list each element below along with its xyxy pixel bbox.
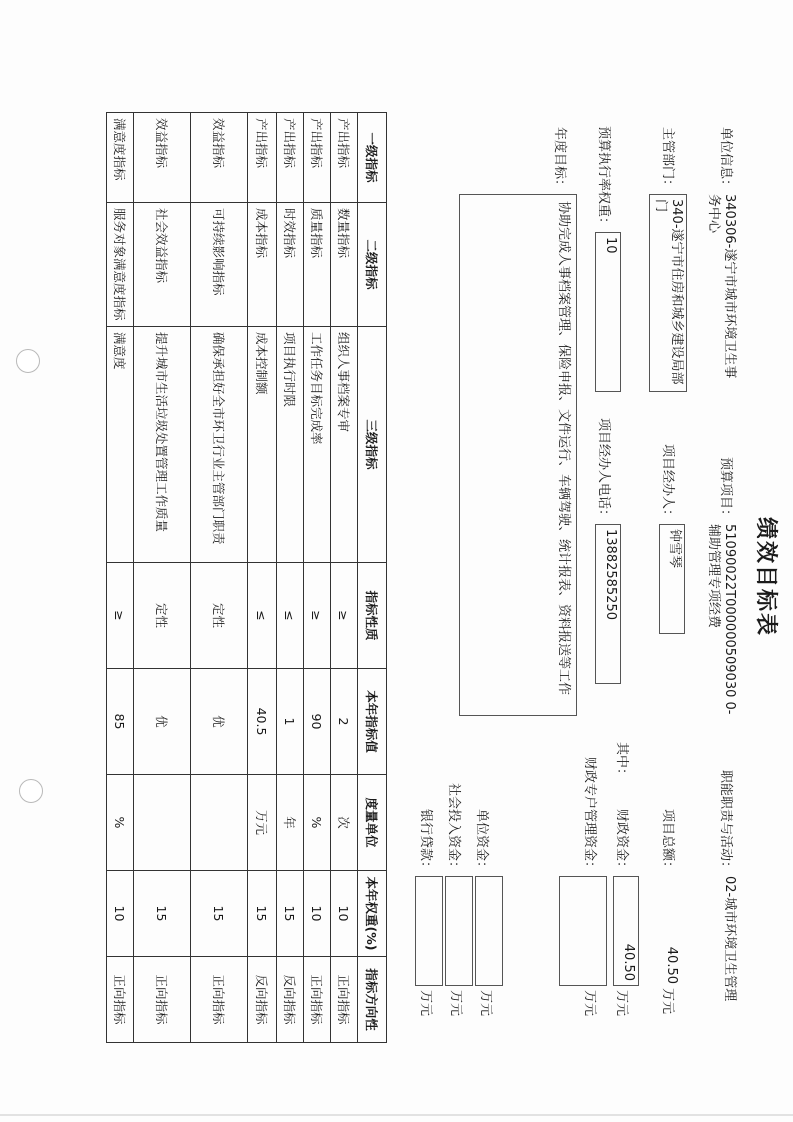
cell-unit <box>191 775 248 871</box>
cell-unit: % <box>304 775 331 871</box>
table-header-row <box>358 113 387 1043</box>
unit-info-label: 单位信息： <box>718 126 733 192</box>
cell-level3: 组织人事档案专审 <box>331 327 358 563</box>
cell-direction: 反向指标 <box>277 957 304 1043</box>
project-manager-value: 钟雪琴 <box>659 524 685 634</box>
cell-level3: 项目执行时限 <box>277 327 304 563</box>
fiscal-funds-value: 40.50 <box>613 876 639 986</box>
cell-level2: 数量指标 <box>331 203 358 327</box>
cell-direction: 正向指标 <box>304 957 331 1043</box>
cell-value: 85 <box>107 669 134 775</box>
cell-level2: 社会效益指标 <box>134 203 191 327</box>
cell-level1: 效益指标 <box>191 113 248 203</box>
page-title: 绩效目标表 <box>753 516 778 637</box>
cell-unit: 年 <box>277 775 304 871</box>
social-funds-unit: 万元 <box>448 990 463 1017</box>
cell-level3: 确保承担好全市环卫行业主管部门职责 <box>191 327 248 563</box>
fiscal-funds-unit: 万元 <box>614 990 629 1017</box>
cell-direction: 正向指标 <box>107 957 134 1043</box>
cell-level1: 效益指标 <box>134 113 191 203</box>
cell-weight: 15 <box>277 871 304 957</box>
bank-loan-unit: 万元 <box>418 990 433 1017</box>
cell-nature: ≥ <box>304 563 331 669</box>
cell-unit <box>134 775 191 871</box>
unit-funds-label: 单位资金： <box>474 808 489 874</box>
cell-value: 2 <box>331 669 358 775</box>
execution-weight-value: 10 <box>595 232 621 392</box>
cell-level2: 质量指标 <box>304 203 331 327</box>
budget-project-value: 51090022T000000509030 0-辅助管理专项经费 <box>706 524 737 715</box>
cell-level3: 工作任务目标完成率 <box>304 327 331 563</box>
cell-level2: 可持续影响指标 <box>191 203 248 327</box>
header-unit: 度量单位 <box>358 775 387 871</box>
social-funds-value <box>445 876 473 986</box>
cell-direction: 正向指标 <box>191 957 248 1043</box>
competent-dept-label: 主管部门： <box>660 126 675 192</box>
cell-weight: 15 <box>191 871 248 957</box>
cell-weight: 15 <box>248 871 277 957</box>
header-level1: 一级指标 <box>358 113 387 203</box>
function-activity-label: 职能职责与活动： <box>718 769 733 874</box>
cell-level1: 产出指标 <box>277 113 304 203</box>
fiscal-funds-label: 财政资金： <box>614 808 629 874</box>
cell-nature: ≤ <box>248 563 277 669</box>
table-row <box>107 113 134 1043</box>
cell-nature: ≥ <box>331 563 358 669</box>
cell-unit: % <box>107 775 134 871</box>
header-direction: 指标方向性 <box>358 957 387 1043</box>
header-level2: 二级指标 <box>358 203 387 327</box>
cell-level2: 成本指标 <box>248 203 277 327</box>
cell-unit: 次 <box>331 775 358 871</box>
budget-project-label: 预算项目： <box>718 456 733 522</box>
cell-unit: 万元 <box>248 775 277 871</box>
cell-level1: 产出指标 <box>248 113 277 203</box>
function-activity-value: 02-城市环境卫生管理 <box>722 876 737 1002</box>
table-row <box>331 113 358 1043</box>
of-which-label: 其中： <box>614 742 629 782</box>
cell-value: 90 <box>304 669 331 775</box>
table-row <box>248 113 277 1043</box>
cell-direction: 正向指标 <box>134 957 191 1043</box>
cell-level2: 服务对象满意度指标 <box>107 203 134 327</box>
cell-value: 40.5 <box>248 669 277 775</box>
cell-weight: 10 <box>331 871 358 957</box>
cell-nature: 定性 <box>134 563 191 669</box>
special-funds-unit: 万元 <box>582 990 597 1017</box>
cell-weight: 10 <box>304 871 331 957</box>
header-weight: 本年权重(%) <box>358 871 387 957</box>
cell-weight: 15 <box>134 871 191 957</box>
cell-level1: 满意度指标 <box>107 113 134 203</box>
performance-goal-form <box>83 112 783 1042</box>
project-total-unit: 万元 <box>660 988 675 1015</box>
cell-nature: ≥ <box>107 563 134 669</box>
header-level3: 三级指标 <box>358 327 387 563</box>
cell-level3: 满意度 <box>107 327 134 563</box>
cell-nature: 定性 <box>191 563 248 669</box>
project-total-label: 项目总额： <box>660 808 675 874</box>
competent-dept-value: 340-遂宁市住房和城乡建设局部门 <box>649 194 687 392</box>
cell-value: 优 <box>191 669 248 775</box>
annual-goal-value: 协助完成人事档案管理、保险申报、文件运行、车辆驾驶、统计报表、资料报送等工作 <box>459 194 577 716</box>
cell-nature: ≤ <box>277 563 304 669</box>
cell-level3: 成本控制额 <box>248 327 277 563</box>
execution-weight-label: 预算执行率权重： <box>596 125 611 230</box>
cell-weight: 10 <box>107 871 134 957</box>
social-funds-label: 社会投入资金： <box>446 782 461 874</box>
indicator-table <box>106 112 387 1043</box>
unit-funds-unit: 万元 <box>478 990 493 1017</box>
bank-loan-value <box>415 876 443 986</box>
cell-direction: 正向指标 <box>331 957 358 1043</box>
table-row <box>191 113 248 1043</box>
cell-level1: 产出指标 <box>331 113 358 203</box>
project-total-value: 40.50 <box>664 946 679 984</box>
cell-level3: 提升城市生活垃圾处置管理工作质量 <box>134 327 191 563</box>
header-value: 本年指标值 <box>358 669 387 775</box>
table-row <box>304 113 331 1043</box>
manager-phone-label: 项目经办人电话： <box>596 417 611 522</box>
unit-funds-value <box>475 876 503 986</box>
cell-value: 1 <box>277 669 304 775</box>
annual-goal-label: 年度目标： <box>552 126 567 192</box>
unit-info-value: 340306-遂宁市城市环境卫生事务中心 <box>706 194 737 379</box>
project-manager-label: 项目经办人： <box>660 443 675 522</box>
cell-level2: 时效指标 <box>277 203 304 327</box>
cell-direction: 反向指标 <box>248 957 277 1043</box>
special-funds-label: 财政专户管理资金： <box>582 756 597 874</box>
header-nature: 指标性质 <box>358 563 387 669</box>
special-funds-value <box>559 876 607 986</box>
cell-level1: 产出指标 <box>304 113 331 203</box>
manager-phone-value: 13882585250 <box>595 524 621 684</box>
cell-value: 优 <box>134 669 191 775</box>
table-row <box>134 113 191 1043</box>
bank-loan-label: 银行贷款： <box>418 808 433 874</box>
table-row <box>277 113 304 1043</box>
